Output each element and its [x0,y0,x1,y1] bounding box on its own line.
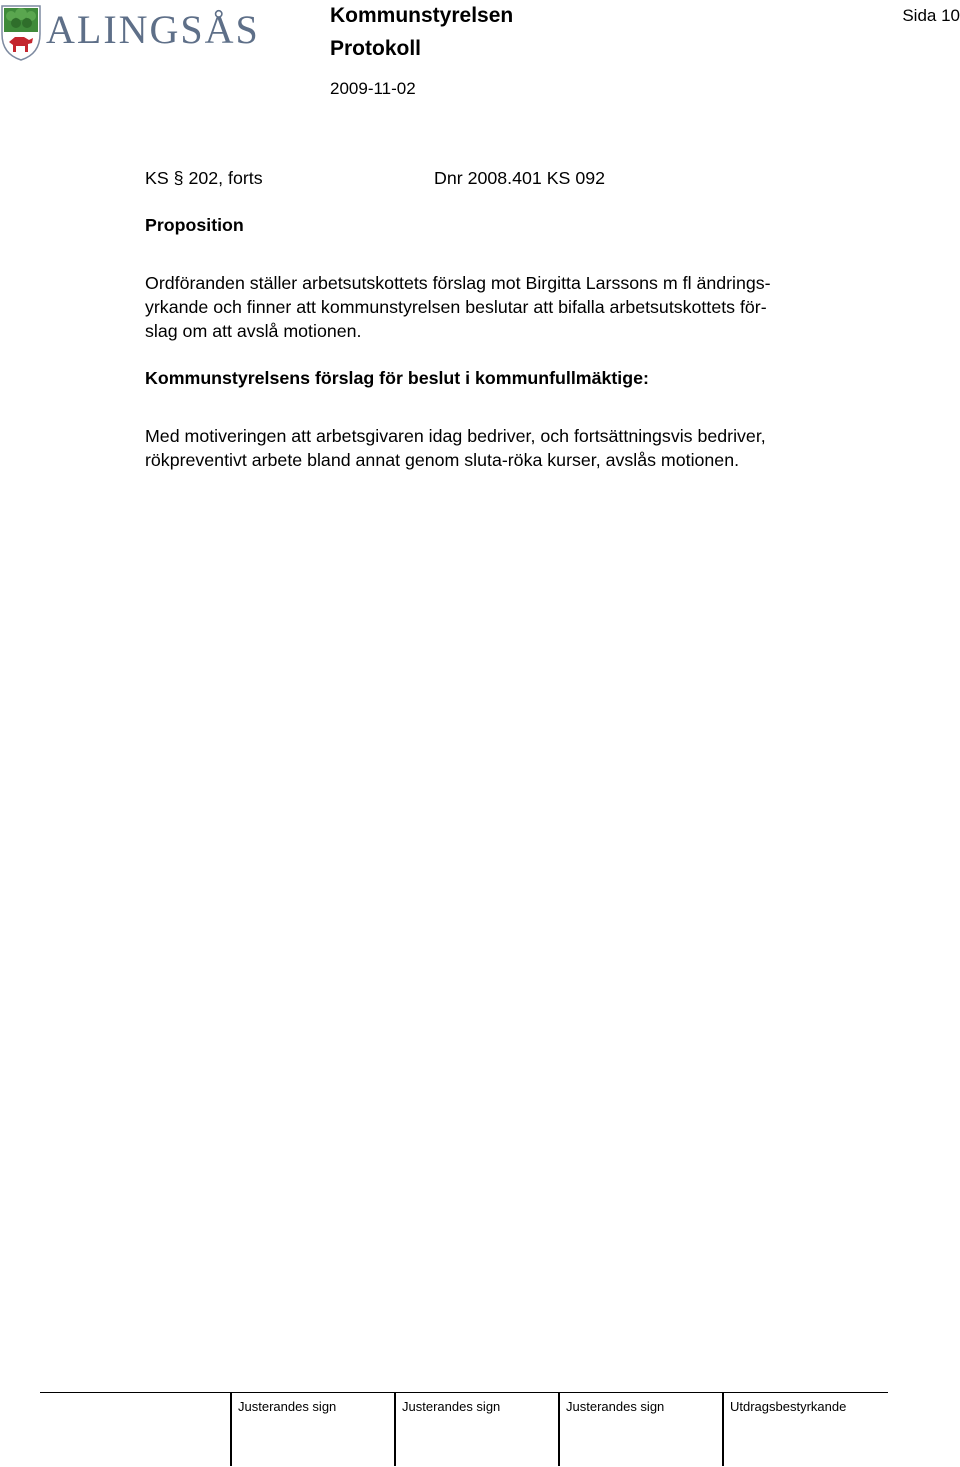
signature-box [230,1392,395,1466]
signature-label: Justerandes sign [238,1399,337,1414]
extract-certification-label: Utdragsbestyrkande [730,1399,847,1414]
case-number: Dnr 2008.401 KS 092 [434,168,606,188]
paragraph-reference: KS § 202, forts [145,168,263,188]
page-number: Sida 10 [902,6,960,25]
proposal-heading: Kommunstyrelsens förslag för beslut i kommunfullmäktige: [145,368,649,388]
proposal-line-1: Med motiveringen att arbetsgivaren idag bedriver, och fortsättningsvis bedriver, [145,426,766,446]
organization-title: Kommunstyrelsen [330,4,514,27]
proposition-line-1: Ordföranden ställer arbetsutskottets förslag mot Birgitta Larssons m fl ändrings- [145,273,771,293]
logo-wordmark: ALINGSÅS [46,7,260,52]
signature-box [394,1392,559,1466]
document-type: Protokoll [330,37,422,60]
coat-of-arms-icon [0,4,42,62]
proposition-line-2: yrkande och finner att kommunstyrelsen beslutar att bifalla arbetsutskottets för- [145,297,767,317]
meeting-date: 2009-11-02 [330,79,416,98]
signature-box [558,1392,723,1466]
proposal-line-2: rökpreventivt arbete bland annat genom sluta-röka kurser, avslås motionen. [145,450,740,470]
signature-label: Justerandes sign [566,1399,665,1414]
proposition-heading: Proposition [145,215,244,235]
municipality-logo [0,4,260,64]
proposition-line-3: slag om att avslå motionen. [145,321,362,341]
extract-certification-box [722,1392,888,1466]
signature-label: Justerandes sign [402,1399,501,1414]
